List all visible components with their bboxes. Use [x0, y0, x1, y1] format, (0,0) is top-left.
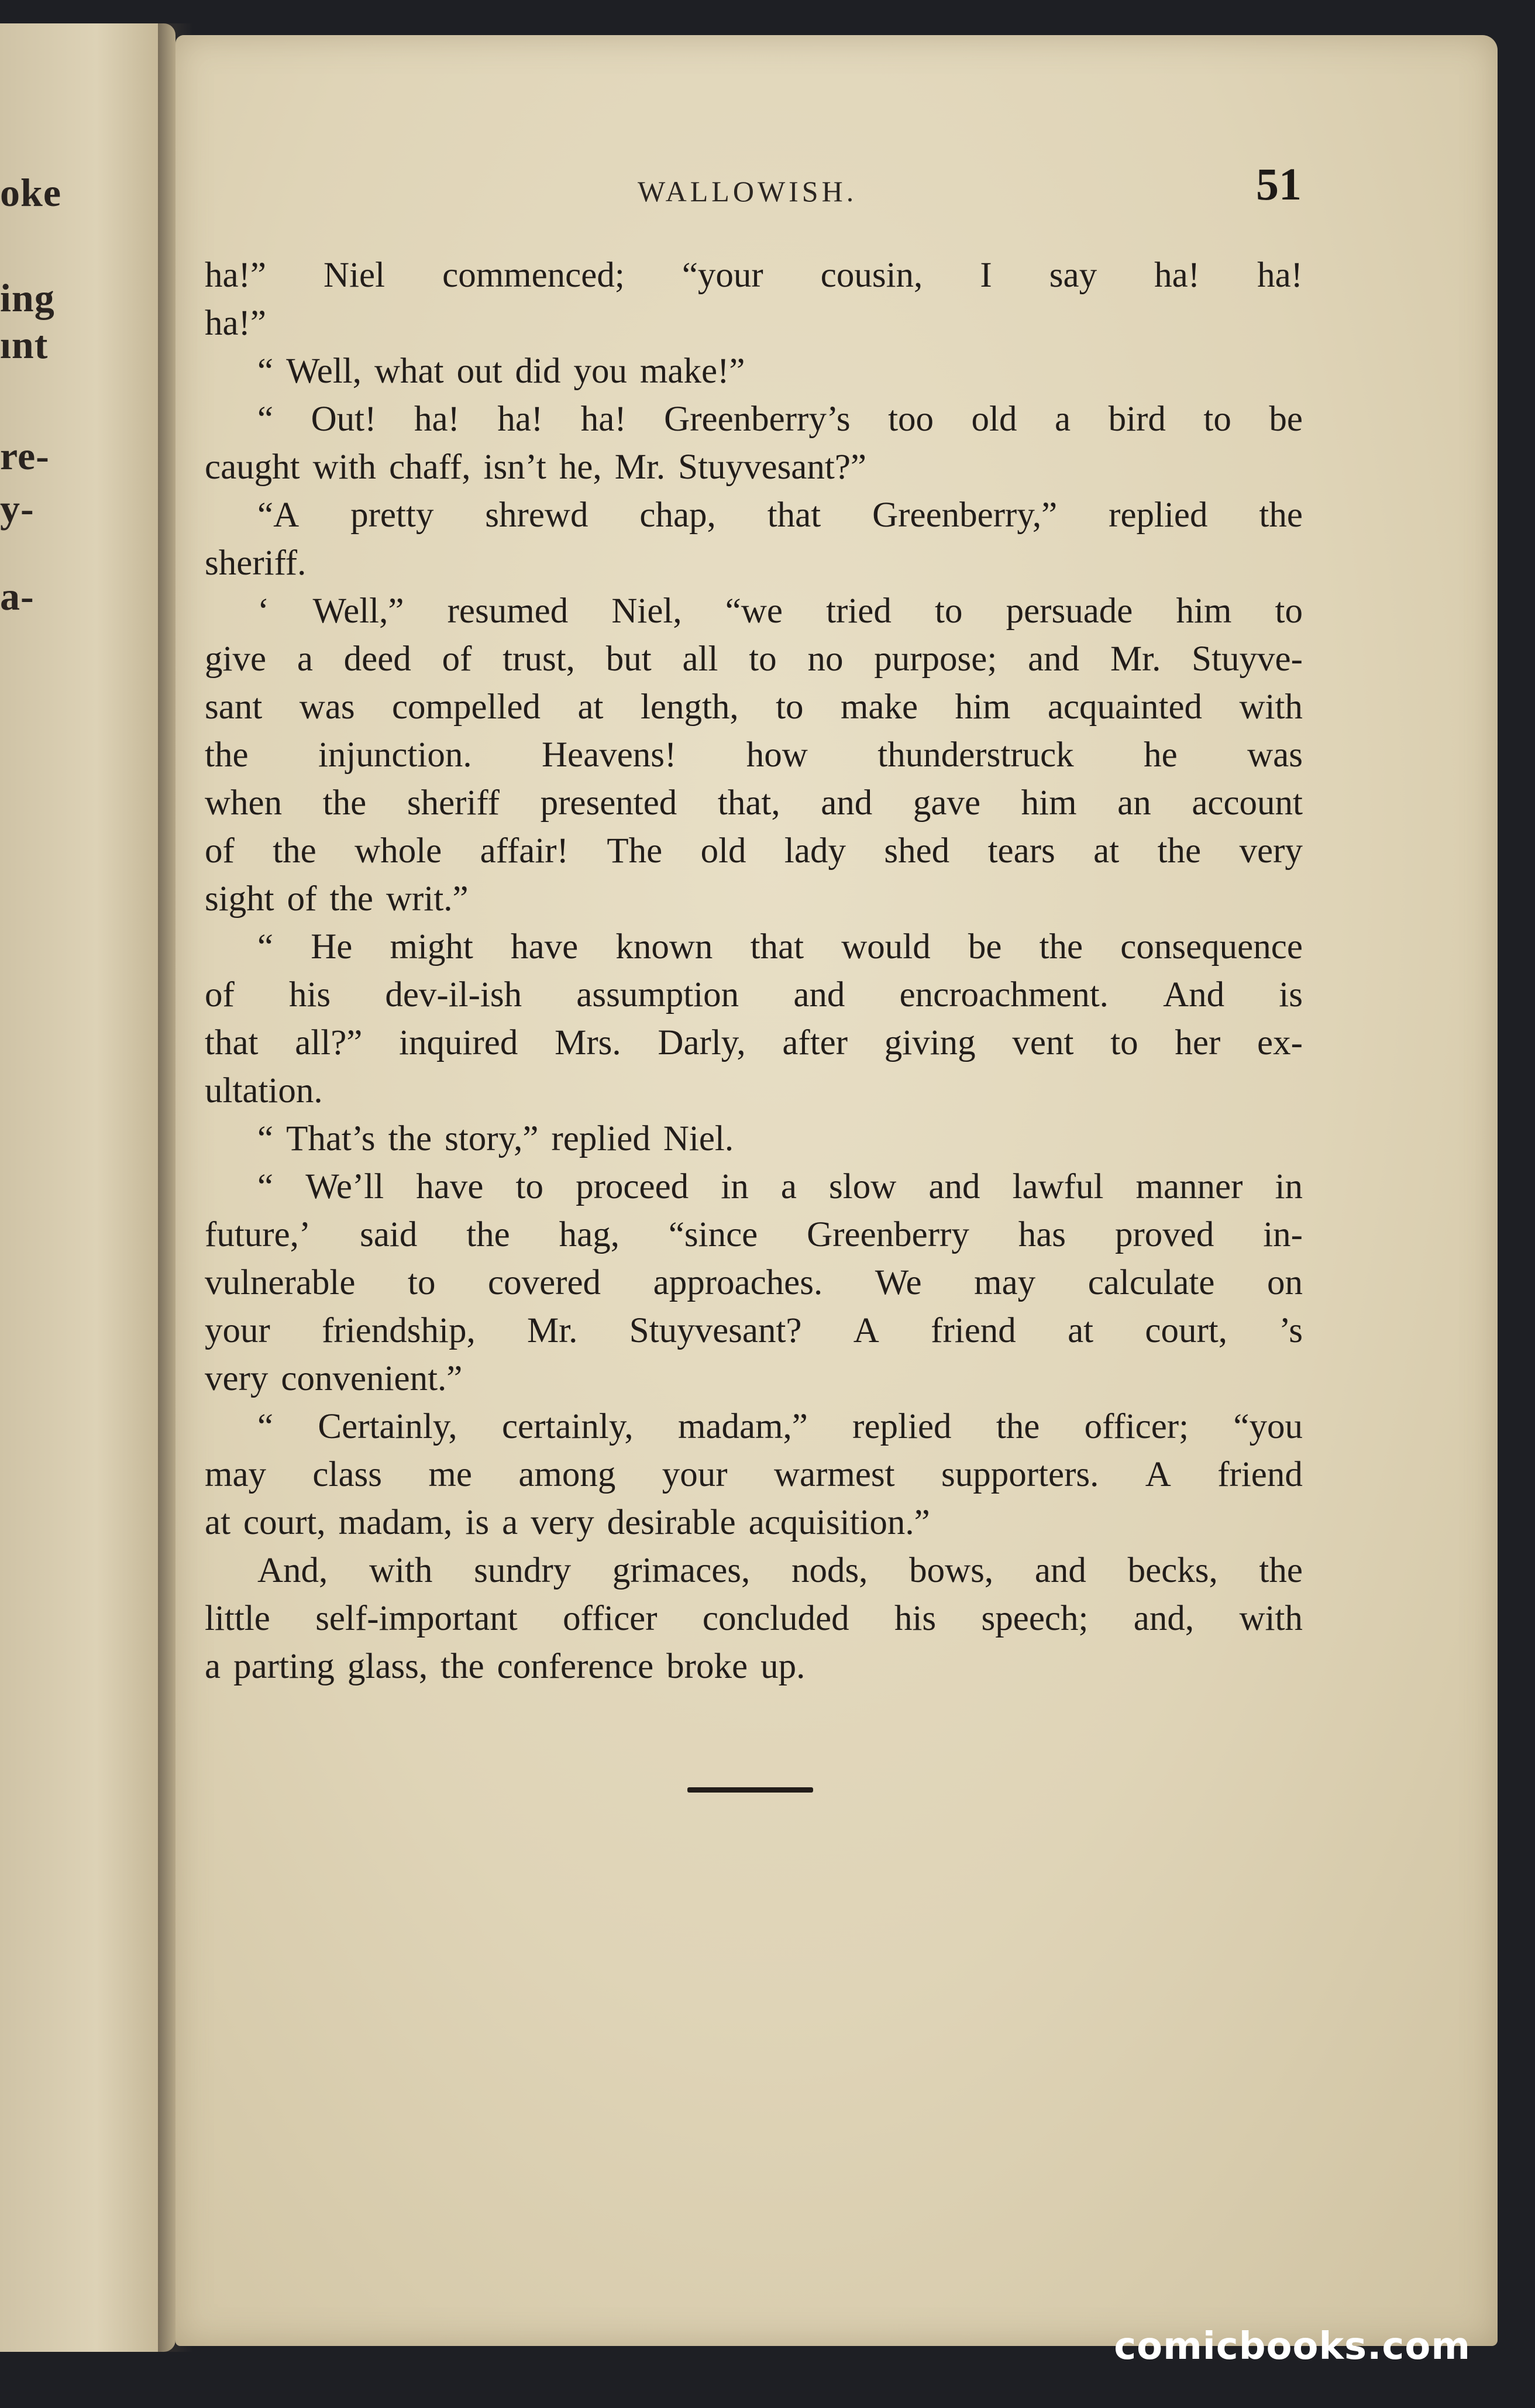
- section-end-rule: [687, 1787, 813, 1793]
- text-line: that all?” inquired Mrs. Darly, after giving vent to her ex-: [205, 1023, 1303, 1062]
- text-line: “ Out! ha! ha! ha! Greenberry’s too old a bird to be: [257, 400, 1303, 439]
- text-line: “ We’ll have to proceed in a slow and lawful manner in: [257, 1167, 1303, 1206]
- book-page: [175, 35, 1498, 2346]
- text-line: ultation.: [205, 1071, 323, 1110]
- text-line: future,’ said the hag, “since Greenberry has proved in-: [205, 1215, 1303, 1254]
- body-text: [205, 252, 1303, 1691]
- text-line: the injunction. Heavens! how thunderstruck he was: [205, 735, 1303, 775]
- left-page-fragment: y-: [0, 486, 35, 531]
- text-line: give a deed of trust, but all to no purpose; and Mr. Stuyve-: [205, 639, 1303, 679]
- text-line: caught with chaff, isn’t he, Mr. Stuyvesant?”: [205, 448, 866, 487]
- left-page-fragment: a-: [0, 574, 35, 618]
- page-header: [175, 158, 1498, 211]
- text-line: “ Certainly, certainly, madam,” replied the officer; “you: [257, 1407, 1303, 1446]
- text-line: sight of the writ.”: [205, 879, 469, 919]
- text-line: of the whole affair! The old lady shed tears at the very: [205, 831, 1303, 871]
- text-line: And, with sundry grimaces, nods, bows, and becks, the: [257, 1551, 1303, 1590]
- left-page-fragment: ınt: [0, 322, 49, 367]
- text-line: ‘ Well,” resumed Niel, “we tried to persuade him to: [257, 591, 1303, 631]
- left-page-edge: [0, 23, 175, 2352]
- text-line: very convenient.”: [205, 1359, 463, 1398]
- left-page-fragment: oke: [0, 170, 61, 215]
- text-line: “A pretty shrewd chap, that Greenberry,” replied the: [257, 496, 1303, 535]
- page-number: 51: [1256, 159, 1302, 209]
- text-line: “ Well, what out did you make!”: [257, 352, 745, 391]
- running-title: WALLOWISH.: [638, 175, 858, 208]
- text-line: little self-important officer concluded his speech; and, with: [205, 1599, 1303, 1638]
- text-line: sant was compelled at length, to make him acquainted with: [205, 687, 1303, 727]
- text-line: “ That’s the story,” replied Niel.: [257, 1119, 734, 1158]
- text-line: when the sheriff presented that, and gave him an account: [205, 783, 1303, 823]
- left-page-fragment: ing: [0, 276, 55, 320]
- left-page-fragment: re-: [0, 434, 50, 478]
- text-line: your friendship, Mr. Stuyvesant? A friend at court, ’s: [205, 1311, 1303, 1350]
- text-line: vulnerable to covered approaches. We may calculate on: [205, 1263, 1303, 1302]
- text-line: may class me among your warmest supporters. A friend: [205, 1455, 1303, 1494]
- text-line: of his dev-il-ish assumption and encroachment. And is: [205, 975, 1303, 1014]
- text-line: “ He might have known that would be the consequence: [257, 927, 1303, 966]
- text-line: at court, madam, is a very desirable acquisition.”: [205, 1503, 930, 1542]
- text-line: ha!”: [205, 304, 266, 343]
- text-line: ha!” Niel commenced; “your cousin, I say ha! ha!: [205, 256, 1303, 295]
- text-line: sheriff.: [205, 543, 307, 583]
- watermark-logo: comicbooks.com: [1114, 2325, 1471, 2368]
- text-line: a parting glass, the conference broke up.: [205, 1647, 806, 1686]
